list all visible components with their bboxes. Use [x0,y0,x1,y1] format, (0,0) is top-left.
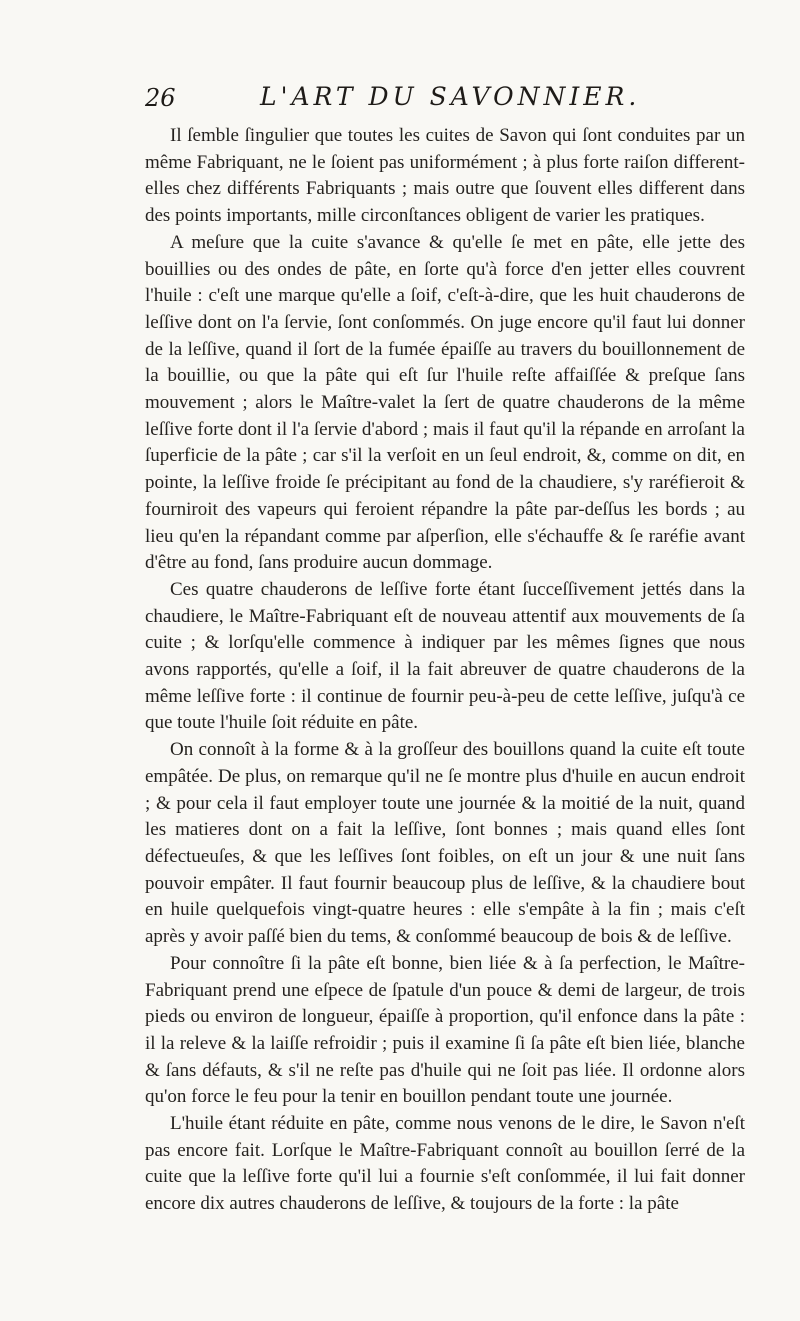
page-number: 26 [145,84,176,112]
paragraph-6: L'huile étant réduite en pâte, comme nous venons de le dire, le Savon n'eſt pas encore fait. Lorſque le Maître-Fabriquant connoît au bouillon ſerré de la cuite que la leſſive forte qu'il lui a fournie s'eſt conſommée, il lui fait donner encore dix autres chauderons de leſſive, & toujours de la forte : la pâte [145,1113,745,1215]
body-text [145,123,745,1218]
paragraph-4: On connoît à la forme & à la groſſeur des bouillons quand la cuite eſt toute empâtée. De plus, on remarque qu'il ne ſe montre plus d'huile en aucun endroit ; & pour cela il faut employer toute une journée & la moitié de la nuit, quand les matieres dont on a fait la leſſive, ſont bonnes ; mais quand elles ſont défectueuſes, & que les leſſives ſont foibles, on eſt un jour & une nuit ſans pouvoir empâter. Il faut fournir beaucoup plus de leſſive, & la chaudiere bout en huile quelquefois vingt-quatre heures : elle s'empâte à la fin ; mais c'eſt après y avoir paſſé bien du tems, & conſommé beaucoup de bois & de leſſive. [145,739,745,948]
page-header [145,80,745,120]
paragraph-3: Ces quatre chauderons de leſſive forte étant ſucceſſivement jettés dans la chaudiere, le Maître-Fabriquant eſt de nouveau attentif aux mouvements de ſa cuite ; & lorſqu'elle commence à indiquer par les mêmes ſignes que nous avons rapportés, qu'elle a ſoif, il la fait abreuver de quatre chauderons de la même leſſive forte : il continue de fournir peu-à-peu de cette leſſive, juſqu'à ce que toute l'huile ſoit réduite en pâte. [145,578,745,734]
paragraph-5: Pour connoître ſi la pâte eſt bonne, bien liée & à ſa perfection, le Maître-Fabriquant prend une eſpece de ſpatule d'un pouce & demi de largeur, de trois pieds ou environ de longueur, épaiſſe à proportion, qu'il enfonce dans la pâte : il la releve & la laiſſe refroidir ; puis il examine ſi ſa pâte eſt bien liée, blanche & ſans défauts, & s'il ne reſte pas d'huile qui ne ſoit pas liée. Il ordonne alors qu'on force le feu pour la tenir en bouillon pendant toute une journée. [145,952,745,1108]
running-title: L'ART DU SAVONNIER. [260,82,641,111]
paragraph-1: Il ſemble ſingulier que toutes les cuites de Savon qui ſont conduites par un même Fabriquant, ne le ſoient pas uniformément ; à plus forte raiſon different-elles chez différents Fabriquants ; mais outre que ſouvent elles different dans des points importants, mille circonſtances obligent de varier les pratiques. [145,125,745,227]
paragraph-2: A meſure que la cuite s'avance & qu'elle ſe met en pâte, elle jette des bouillies ou des ondes de pâte, en ſorte qu'à force d'en jetter elles couvrent l'huile : c'eſt une marque qu'elle a ſoif, c'eſt-à-dire, que les huit chauderons de leſſive dont on l'a ſervie, ſont conſommés. On juge encore qu'il faut lui donner de la leſſive, quand il ſort de la fumée épaiſſe au travers du bouillonnement de la bouillie, ou que la pâte qui eſt ſur l'huile reſte affaiſſée & preſque ſans mouvement ; alors le Maître-valet la ſert de quatre chauderons de la même leſſive forte dont il l'a ſervie d'abord ; mais il faut qu'il la répande en arroſant la ſuperficie de la pâte ; car s'il la verſoit en un ſeul endroit, &, comme on dit, en pointe, la leſſive froide ſe précipitant au fond de la chaudiere, s'y raréfieroit & fourniroit des vapeurs qui feroient répandre la pâte par-deſſus les bords ; au lieu qu'en la répandant comme par aſperſion, elle s'échauffe & ſe raréfie avant d'être au fond, ſans produire aucun dommage. [145,231,745,574]
